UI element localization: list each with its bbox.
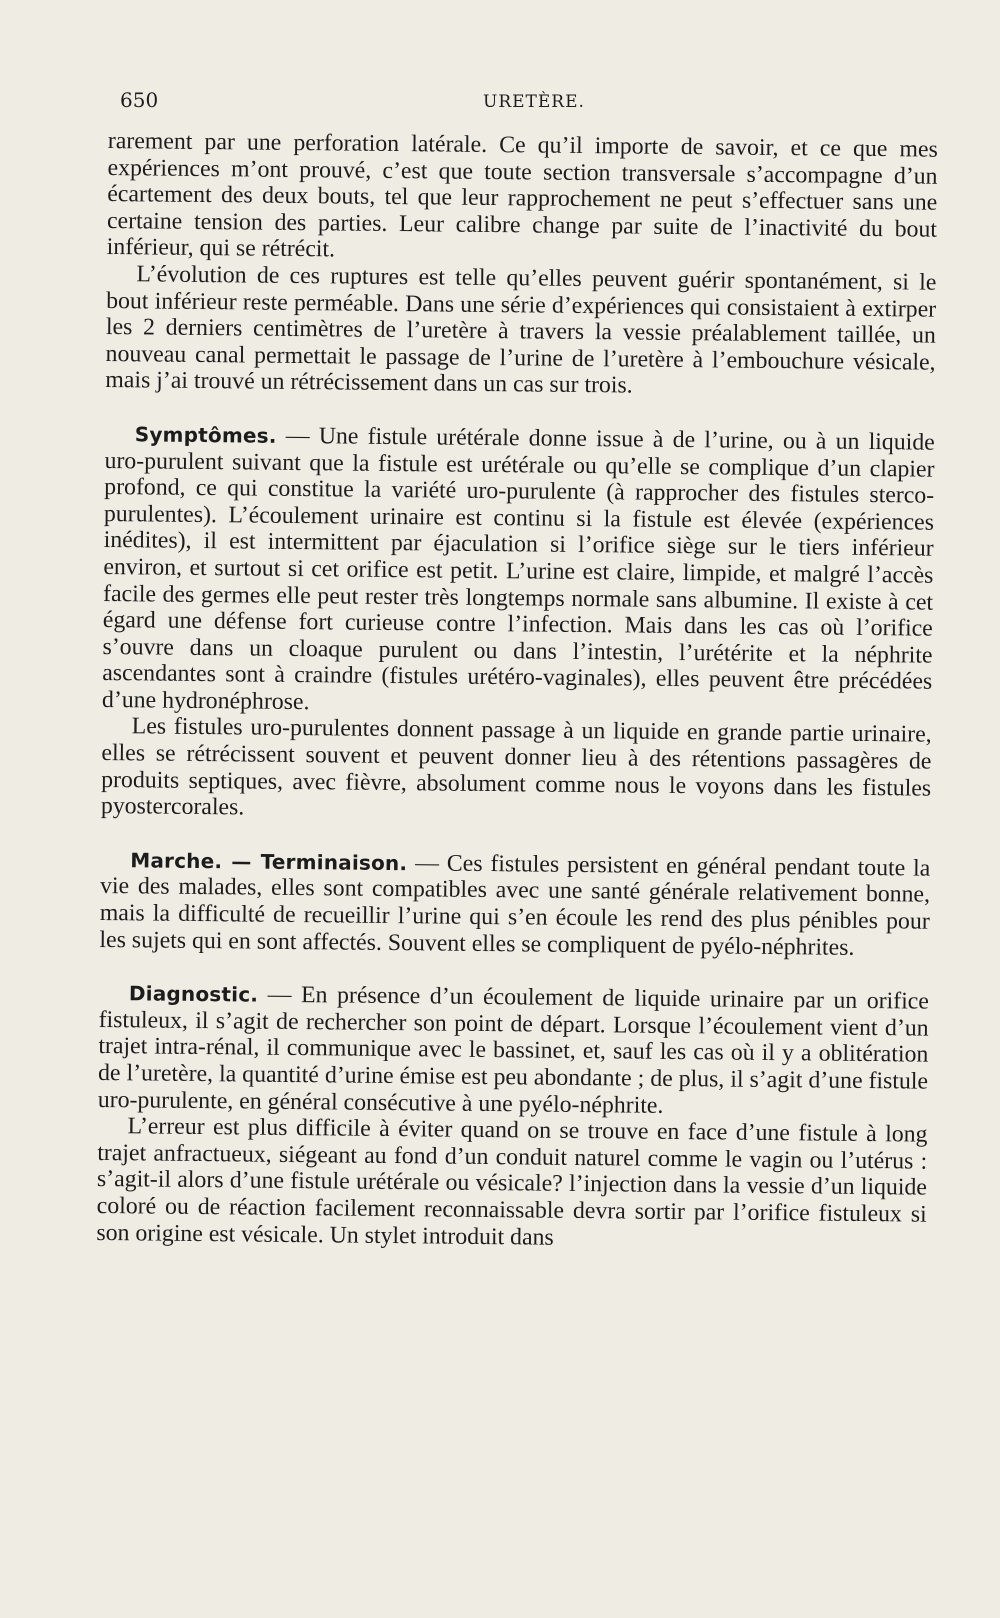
heading-dash: — (415, 850, 440, 877)
body-text (96, 128, 938, 1255)
heading-dash: — (285, 422, 310, 450)
heading-dash: — (267, 981, 292, 1009)
running-head: URETÈRE. (483, 92, 585, 112)
paragraph-continuation: rarement par une perforation latérale. Ce qu’il importe de savoir, et ce que mes expériences m’ont prouvé, c’est que toute section transversale s’accompagne d’un écartement des deux bouts, tel que leur rapprochement ne peut s’effectuer sans une certaine tension des parties. Leur calibre change par suite de l’inactivité du bout inférieur, qui se rétrécit. (106, 128, 938, 263)
section-heading-diagnostic: Diagnostic. (128, 981, 259, 1007)
page-number: 650 (120, 88, 159, 112)
paragraph-marche (99, 847, 930, 962)
paragraph-text: Ces fistules persistent en général pendant toute la vie des malades, elles sont compatibles avec une santé générale relativement bonne, mais la difficulté de recueillir l’urine qui s’en écoule les rend des plus pénibles pour les sujets qui en sont affectés. Souvent elles se compliquent de pyélo-néphrites. (99, 850, 931, 961)
section-heading-marche: Marche. — Terminaison. (130, 848, 408, 876)
paragraph-evolution: L’évolution de ces ruptures est telle qu’elles peuvent guérir spontanément, si le bout inférieur reste perméable. Dans une série d’expériences qui consistaient à extirper les 2 derniers centimètres de l’uretère à travers la vessie préalablement taillée, un nouveau canal permettait le passage de l’urine de l’uretère à l’embouchure vésicale, mais j’ai trouvé un rétrécissement dans un cas sur trois. (105, 261, 937, 399)
paragraph-diagnostic (98, 980, 929, 1122)
paragraph-erreur: L’erreur est plus difficile à éviter quand on se trouve en face d’une fistule à long trajet anfractueux, siégeant au fond d’un conduit naturel comme le vagin ou l’utérus : s’agit-il alors d’une fistule urétérale ou vésicale? l’injection dans la vessie d’un liquide coloré ou de réaction facilement reconnaissable devra sortir par l’orifice fistuleux si son origine est vésicale. Un stylet introduit dans (96, 1113, 928, 1251)
paragraph-text: Une fistule urétérale donne issue à de l’urine, ou à un liquide uro-purulent suivant que la fistule est urétérale ou qu’elle se complique d’un clapier profond, ce qui constitue la variété uro-purulente (à rapprocher des fistules sterco-purulentes). L’écoulement urinaire est continu si la fistule est élevée (expériences inédites), il est intermittent par éjaculation si l’orifice siège sur le tiers inférieur environ, et surtout si cet orifice est petit. L’urine est claire, limpide, et malgré l’accès facile des germes elle peut rester très longtemps normale sans albumine. Il existe à cet égard une défense fort curieuse contre l’infection. Mais dans les cas où l’orifice s’ouvre dans un cloaque purulent ou dans l’intestin, l’urétérite et la néphrite ascendantes sont à craindre (fistules urétéro-vaginales), elles peuvent être précédées d’une hydronéphrose. (101, 423, 935, 716)
section-heading-symptomes: Symptômes. (134, 422, 277, 448)
page-header (120, 88, 950, 118)
paragraph-uro-purulentes: Les fistules uro-purulentes donnent passage à un liquide en grande partie urinaire, elles se rétrécissent souvent et peuvent donner lieu à des rétentions passagères de produits septiques, avec fièvre, absolument comme nous le voyons dans les fistules pyostercorales. (100, 713, 932, 821)
paragraph-symptomes (102, 421, 935, 722)
paragraph-text: En présence d’un écoulement de liquide urinaire par un orifice fistuleux, il s’agit de rechercher son point de départ. Lorsque l’écoulement vient d’un trajet intra-rénal, il communique avec le bassinet, et, sauf les cas où il y a oblitération de l’uretère, la quantité d’urine émise est peu abondante ; de plus, il s’agit d’une fistule uro-purulente, en général consécutive à une pyélo-néphrite. (97, 982, 930, 1119)
